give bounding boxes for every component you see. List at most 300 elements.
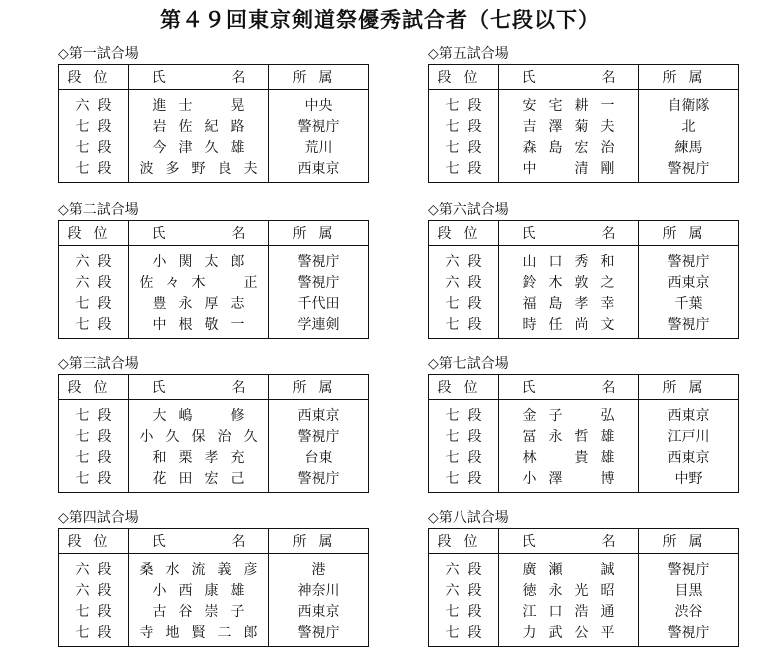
name-char: 根 [178,316,193,333]
name-char: 瀬 [548,561,563,578]
dan-cell [429,425,499,446]
name-char: 充 [230,449,245,466]
dan-char: 段 [97,470,112,487]
venue-label: ◇第三試合場 [58,356,139,372]
table-row [59,157,369,183]
header-name [499,529,639,554]
table-row [59,246,369,272]
name-cell [499,136,639,157]
roster-table [428,374,739,493]
name-cell [499,90,639,116]
header-affiliation: 所属 [639,65,739,90]
name-char: 光 [574,582,589,599]
name-char: 義 [217,561,232,578]
table-row [59,292,369,313]
dan-char: 段 [97,97,112,114]
name-cell [129,400,269,426]
dan-char: 七 [75,316,90,333]
affiliation-cell: 西東京 [269,157,369,183]
header-name [129,221,269,246]
name-char: 和 [152,449,167,466]
venue-label: ◇第八試合場 [428,510,509,526]
affiliation-cell: 西東京 [639,400,739,426]
name-cell [129,313,269,339]
roster-table [58,528,369,647]
affiliation-cell: 渋谷 [639,600,739,621]
name-char: 津 [178,139,193,156]
venue-label: ◇第四試合場 [58,510,139,526]
affiliation-cell: 西東京 [269,600,369,621]
venue-label: ◇第七試合場 [428,356,509,372]
name-char: 林 [522,449,537,466]
header-row [429,375,739,400]
name-char: 任 [548,316,563,333]
header-name-given: 名 [601,380,616,396]
name-char: 田 [178,470,193,487]
name-char: 口 [548,603,563,620]
header-name [499,65,639,90]
affiliation-cell: 神奈川 [269,579,369,600]
name-cell [129,271,269,292]
dan-char: 段 [467,316,482,333]
affiliation-cell: 千葉 [639,292,739,313]
name-char: 大 [152,407,167,424]
table-row [429,446,739,467]
header-row [59,375,369,400]
venue-block [428,44,738,183]
header-dan: 段位 [59,65,129,90]
name-char: 浩 [574,603,589,620]
name-char: 西 [178,582,193,599]
name-char: 永 [548,428,563,445]
name-char: 哲 [574,428,589,445]
affiliation-cell: 警視庁 [639,313,739,339]
name-char: 永 [178,295,193,312]
affiliation-cell: 西東京 [269,400,369,426]
dan-char: 段 [467,253,482,270]
dan-char: 段 [467,139,482,156]
dan-cell [429,292,499,313]
name-char: 孝 [574,295,589,312]
header-name-family: 氏 [521,534,536,550]
name-cell [499,115,639,136]
roster-table [428,528,739,647]
name-char: 小 [152,582,167,599]
name-char: 関 [178,253,193,270]
name-char: 厚 [204,295,219,312]
dan-cell [429,400,499,426]
name-cell [499,400,639,426]
dan-char: 段 [467,295,482,312]
name-char: 修 [230,407,245,424]
dan-char: 段 [97,316,112,333]
dan-char: 段 [467,160,482,177]
name-cell [129,90,269,116]
name-char: 菊 [574,118,589,135]
venue-label: ◇第二試合場 [58,202,139,218]
name-char: 進 [152,97,167,114]
affiliation-cell: 練馬 [639,136,739,157]
affiliation-cell: 警視庁 [639,554,739,580]
name-char: 晃 [230,97,245,114]
name-char: 尚 [574,316,589,333]
venue-block [58,354,368,493]
name-char: 冨 [522,428,537,445]
name-char: 博 [600,470,615,487]
table-row [429,157,739,183]
venue-label: ◇第一試合場 [58,46,139,62]
name-char: 小 [522,470,537,487]
dan-char: 七 [75,428,90,445]
table-row [429,621,739,647]
name-char: 宅 [548,97,563,114]
dan-char: 七 [445,449,460,466]
header-name-family: 氏 [521,226,536,242]
venue-block [428,200,738,339]
dan-char: 七 [445,97,460,114]
dan-char: 段 [467,470,482,487]
name-char: 宏 [204,470,219,487]
affiliation-cell: 西東京 [639,446,739,467]
header-affiliation: 所属 [639,529,739,554]
dan-char: 段 [467,118,482,135]
name-cell [129,425,269,446]
dan-cell [59,313,129,339]
dan-cell [59,579,129,600]
name-char: 栗 [178,449,193,466]
header-affiliation: 所属 [269,375,369,400]
name-char: 古 [152,603,167,620]
name-char: 岩 [152,118,167,135]
name-char: 小 [152,253,167,270]
name-char: 今 [152,139,167,156]
dan-cell [429,157,499,183]
name-char: 誠 [600,561,615,578]
name-char: 力 [522,624,537,641]
table-row [429,313,739,339]
dan-cell [429,115,499,136]
name-char: 雄 [230,582,245,599]
name-char: 安 [522,97,537,114]
header-name-given: 名 [231,226,246,242]
name-cell [499,271,639,292]
header-dan: 段位 [59,221,129,246]
header-name [129,65,269,90]
name-char: 小 [139,428,154,445]
name-char: 豊 [152,295,167,312]
name-char: 耕 [574,97,589,114]
name-cell [129,621,269,647]
name-char: 木 [548,274,563,291]
header-name-family: 氏 [151,226,166,242]
name-cell [499,425,639,446]
venue-block [428,354,738,493]
name-char: 森 [522,139,537,156]
name-char: 徳 [522,582,537,599]
dan-char: 七 [75,624,90,641]
affiliation-cell: 目黒 [639,579,739,600]
venue-label: ◇第五試合場 [428,46,509,62]
name-cell [129,115,269,136]
table-row [429,271,739,292]
venue-block [428,508,738,647]
table-row [429,246,739,272]
name-char: 康 [204,582,219,599]
name-char: 雄 [230,139,245,156]
affiliation-cell: 港 [269,554,369,580]
table-row [59,467,369,493]
table-row [59,271,369,292]
name-char: 野 [191,160,206,177]
dan-cell [429,446,499,467]
header-row [429,65,739,90]
header-name-given: 名 [601,70,616,86]
dan-char: 段 [467,624,482,641]
dan-char: 七 [445,624,460,641]
dan-cell [59,136,129,157]
dan-char: 段 [467,561,482,578]
name-char: 時 [522,316,537,333]
dan-char: 七 [445,603,460,620]
name-char: 地 [165,624,180,641]
table-row [59,425,369,446]
dan-char: 段 [467,449,482,466]
dan-char: 六 [75,582,90,599]
name-char: 子 [548,407,563,424]
dan-cell [429,621,499,647]
header-name [499,221,639,246]
dan-char: 七 [75,407,90,424]
dan-char: 七 [445,160,460,177]
venue-label: ◇第六試合場 [428,202,509,218]
dan-char: 七 [445,470,460,487]
name-char: 紀 [204,118,219,135]
dan-cell [429,246,499,272]
name-char: 治 [600,139,615,156]
name-char: 桑 [139,561,154,578]
dan-char: 段 [97,449,112,466]
name-char: 多 [165,160,180,177]
table-row [59,600,369,621]
name-char: 花 [152,470,167,487]
name-char: 公 [574,624,589,641]
name-char: 和 [600,253,615,270]
name-cell [499,621,639,647]
header-name-family: 氏 [151,534,166,550]
table-row [59,621,369,647]
name-char: 夫 [243,160,258,177]
affiliation-cell: 警視庁 [639,621,739,647]
name-char: 二 [217,624,232,641]
header-name-given: 名 [601,226,616,242]
name-char: 島 [548,295,563,312]
venue-block [58,508,368,647]
name-char: 子 [230,603,245,620]
table-row [429,600,739,621]
name-char: 流 [191,561,206,578]
dan-char: 段 [467,97,482,114]
dan-char: 七 [75,470,90,487]
name-char: 江 [522,603,537,620]
affiliation-cell: 警視庁 [269,115,369,136]
header-row [59,65,369,90]
table-row [59,446,369,467]
name-char: 谷 [178,603,193,620]
header-name [129,529,269,554]
name-char: 々 [165,274,180,291]
name-char: 久 [243,428,258,445]
dan-char: 段 [97,603,112,620]
dan-char: 段 [97,624,112,641]
name-char: 木 [191,274,206,291]
dan-cell [59,600,129,621]
dan-char: 段 [97,582,112,599]
venue-block [58,200,368,339]
name-char: 久 [204,139,219,156]
table-row [59,313,369,339]
table-row [429,90,739,116]
table-row [429,400,739,426]
name-char: 剛 [600,160,615,177]
affiliation-cell: 警視庁 [639,157,739,183]
header-dan: 段位 [429,221,499,246]
name-cell [499,292,639,313]
header-affiliation: 所属 [269,65,369,90]
name-cell [499,313,639,339]
header-name-family: 氏 [151,380,166,396]
dan-char: 七 [445,407,460,424]
name-cell [499,246,639,272]
name-char: 敬 [204,316,219,333]
affiliation-cell: 警視庁 [269,271,369,292]
affiliation-cell: 中央 [269,90,369,116]
table-row [429,467,739,493]
name-char: 郎 [243,624,258,641]
header-name [129,375,269,400]
dan-cell [59,90,129,116]
name-cell [129,292,269,313]
name-cell [499,554,639,580]
name-cell [499,600,639,621]
header-name-given: 名 [231,534,246,550]
header-row [59,529,369,554]
affiliation-cell: 千代田 [269,292,369,313]
affiliation-cell: 北 [639,115,739,136]
roster-table [428,220,739,339]
table-row [429,136,739,157]
table-row [59,90,369,116]
dan-cell [59,400,129,426]
name-cell [499,467,639,493]
header-name-given: 名 [601,534,616,550]
header-name [499,375,639,400]
name-char: 郎 [230,253,245,270]
dan-char: 七 [445,118,460,135]
table-row [59,579,369,600]
affiliation-cell: 警視庁 [269,621,369,647]
name-char: 弘 [600,407,615,424]
header-affiliation: 所属 [639,221,739,246]
name-char: 寺 [139,624,154,641]
name-cell [129,136,269,157]
affiliation-cell: 江戸川 [639,425,739,446]
name-char: 中 [152,316,167,333]
dan-char: 七 [75,603,90,620]
name-char: 嶋 [178,407,193,424]
dan-char: 段 [97,160,112,177]
dan-cell [429,554,499,580]
name-char: 雄 [600,428,615,445]
name-char: 廣 [522,561,537,578]
dan-char: 七 [75,449,90,466]
header-affiliation: 所属 [269,529,369,554]
table-row [429,292,739,313]
name-char: 佐 [139,274,154,291]
dan-cell [429,579,499,600]
name-cell [499,446,639,467]
table-row [429,579,739,600]
name-char: 平 [600,624,615,641]
dan-char: 段 [97,253,112,270]
dan-char: 段 [467,582,482,599]
dan-cell [59,621,129,647]
dan-char: 段 [97,295,112,312]
affiliation-cell: 中野 [639,467,739,493]
dan-cell [59,446,129,467]
name-char: 清 [574,160,589,177]
affiliation-cell: 警視庁 [639,246,739,272]
name-char: 己 [230,470,245,487]
name-char: 孝 [204,449,219,466]
name-char: 夫 [600,118,615,135]
header-affiliation: 所属 [269,221,369,246]
table-row [59,115,369,136]
name-char: 保 [191,428,206,445]
dan-cell [59,246,129,272]
table-row [59,136,369,157]
header-name-family: 氏 [521,70,536,86]
affiliation-cell: 学連剣 [269,313,369,339]
name-char: 水 [165,561,180,578]
dan-char: 六 [75,97,90,114]
dan-char: 段 [467,407,482,424]
name-char: 昭 [600,582,615,599]
dan-char: 七 [445,316,460,333]
name-char: 幸 [600,295,615,312]
header-row [59,221,369,246]
name-char: 貴 [574,449,589,466]
dan-cell [429,136,499,157]
header-name-given: 名 [231,70,246,86]
dan-char: 段 [97,407,112,424]
header-name-family: 氏 [151,70,166,86]
name-char: 宏 [574,139,589,156]
name-char: 志 [230,295,245,312]
roster-table [58,374,369,493]
name-char: 佐 [178,118,193,135]
header-affiliation: 所属 [639,375,739,400]
name-char: 彦 [243,561,258,578]
header-dan: 段位 [59,375,129,400]
name-cell [129,554,269,580]
dan-cell [59,554,129,580]
dan-cell [429,313,499,339]
dan-char: 六 [445,582,460,599]
affiliation-cell: 西東京 [639,271,739,292]
affiliation-cell: 自衛隊 [639,90,739,116]
name-char: 正 [243,274,258,291]
name-char: 雄 [600,449,615,466]
